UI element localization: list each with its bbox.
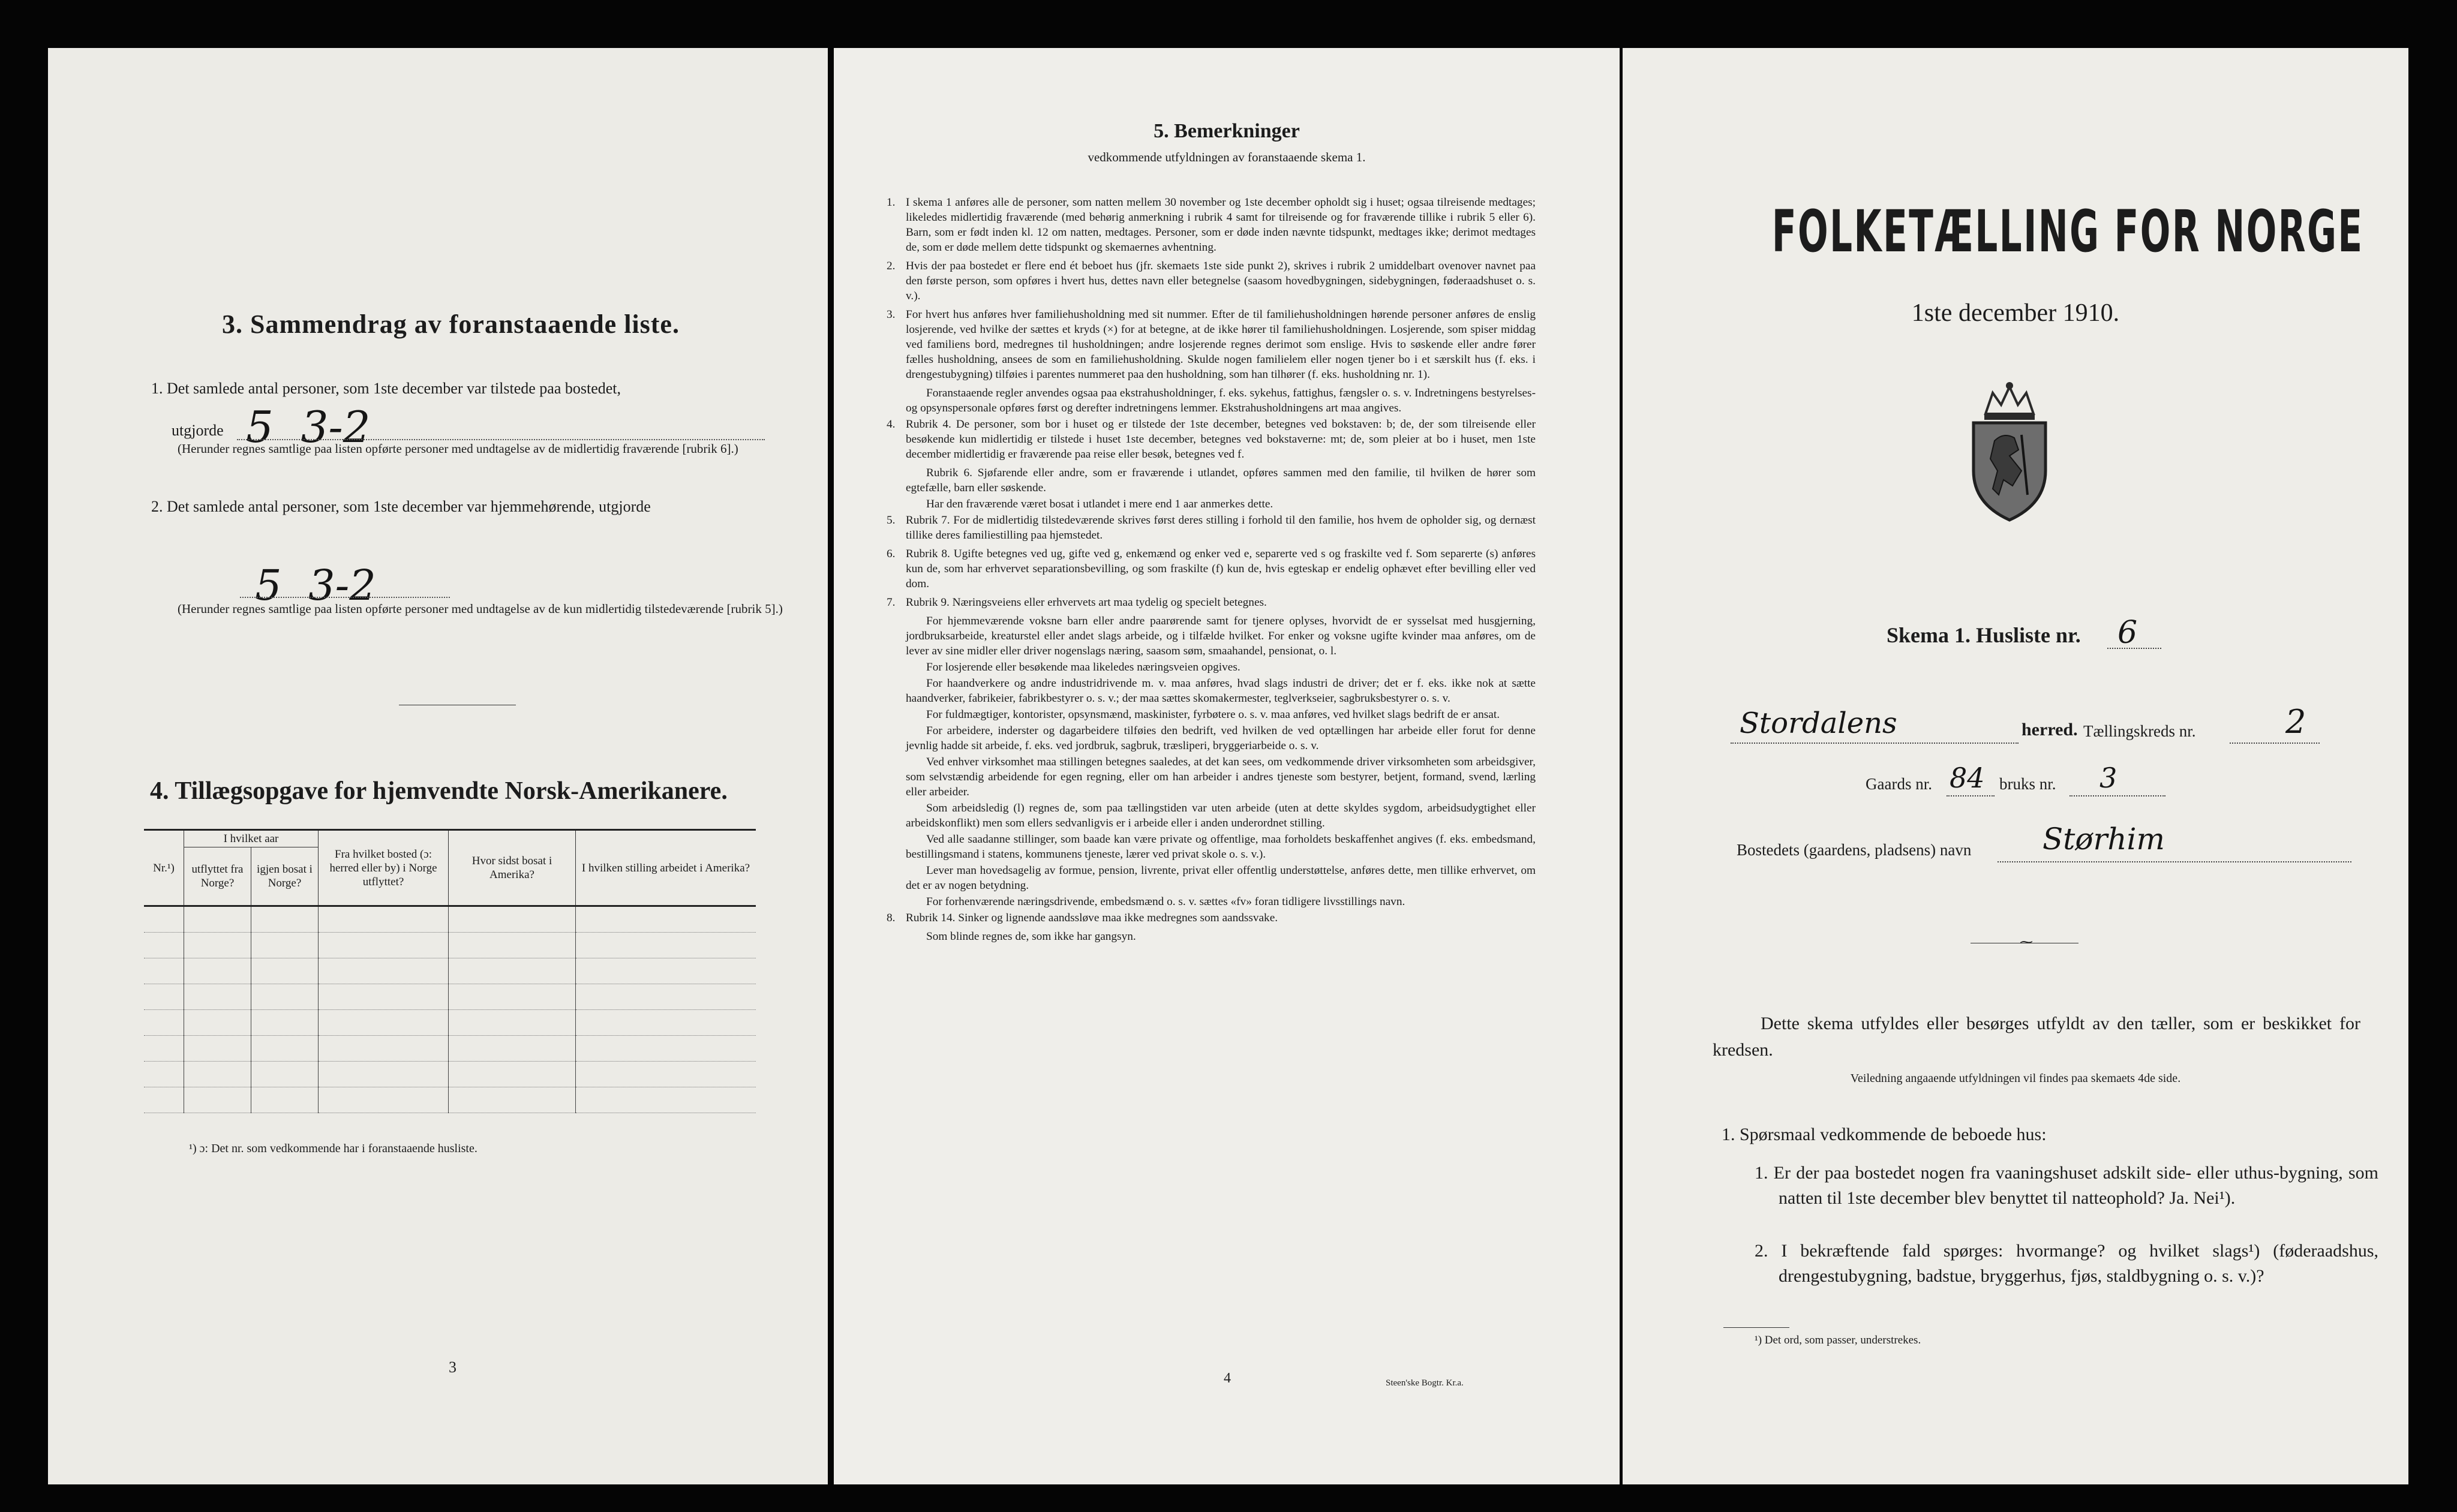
remark-item [906, 755, 1536, 799]
item1-fill-line [237, 439, 765, 440]
form-title: FOLKETÆLLING FOR NORGE [1771, 198, 2364, 265]
remark-number: 5. [887, 514, 896, 527]
bosted-label: Bostedets (gaardens, pladsens) navn [1737, 841, 1972, 859]
item2-text: 2. Det samlede antal personer, som 1ste december var hjemmehørende, utgjorde [151, 498, 651, 515]
remark-item [906, 497, 1536, 512]
section4-title: 4. Tillægsopgave for hjemvendte Norsk-Amerikanere. [150, 777, 728, 805]
col-returned: igjen bosat i Norge? [251, 847, 319, 906]
page-left [48, 48, 828, 1484]
question-1-2: 2. I bekræftende fald spørges: hvormange? og hvilket slags¹) (føderaadshus, drengestubygning, badstue, bryggerhus, fjøs, staldbygning o. s. v.)? [1755, 1241, 2378, 1286]
remark-text: Som blinde regnes de, som ikke har gangsyn. [926, 930, 1136, 943]
remark-text: Foranstaaende regler anvendes ogsaa paa ekstrahusholdninger, f. eks. sykehus, fattighus, fængsler o. s. v. Indretningens bestyrelses- og opsynspersonale opføres først og derefter indretningens lemmer. Ekstrahusholdningens art maa angives. [906, 387, 1536, 414]
table-row [144, 1087, 756, 1113]
remark-text: For hvert hus anføres hver familiehusholdning med sit nummer. Efter de til familiehusholdningen hørende personer anføres de enslig losjerende, ved hvilke der sættes et kryds (×) for at betegne, at de ikke hører til familiehusholdningen. Losjerende, som spiser middag ved familiens bord, medregnes til husholdningen; andre losjerende regnes derimot som enslige. Hvis to søskende eller andre fører fælles husholdning, ansees de som en familiehusholdning. Skulde nogen familielem eller nogen tjener bo i et særskilt hus (f. eks. i drengestubygning) tilføies i parentes nummeret paa den husholdning, som han tilhører (f. eks. husholdning nr. 1). [906, 308, 1536, 381]
remark-text: Har den fraværende været bosat i utlandet i mere end 1 aar anmerkes dette. [926, 498, 1273, 510]
col-occupation: I hvilken stilling arbeidet i Amerika? [576, 830, 756, 906]
remark-item [887, 195, 1536, 255]
item2-fill-line [240, 597, 450, 598]
norsk-amerikanere-table [144, 829, 756, 1113]
remark-item [906, 801, 1536, 831]
remark-item [887, 307, 1536, 382]
section3-title: 3. Sammendrag av foranstaaende liste. [222, 309, 680, 339]
item1-note: (Herunder regnes samtlige paa listen opførte personer med undtagelse av de midlertidig fraværende [rubrik 6].) [178, 441, 738, 456]
remark-item [906, 676, 1536, 706]
footnote-left: ¹) ɔ: Det nr. som vedkommende har i foranstaaende husliste. [189, 1142, 477, 1155]
question-1: 1. Spørsmaal vedkommende de beboede hus: [1722, 1125, 2047, 1144]
remark-item [887, 417, 1536, 462]
remark-number: 8. [887, 912, 896, 924]
kreds-handwritten: 2 [2285, 703, 2306, 741]
guidance-text: Veiledning angaaende utfyldningen vil findes paa skemaets 4de side. [1850, 1072, 2181, 1085]
bruks-handwritten: 3 [2099, 762, 2117, 794]
remark-item [906, 894, 1536, 909]
remark-number: 2. [887, 260, 896, 272]
remark-text: For hjemmeværende voksne barn eller andre paarørende samt for tjenere oplyses, hvorvidt de er sysselsat med husgjerning, jordbruksarbeide, kreaturstel eller andet slags arbeide, og i tilfælde hvilket. For enker og voksne ugifte kvinder maa anføres, om de lever av sine midler eller driver nogenslags næring, saasom søm, smaahandel, pensionat, o. l. [906, 615, 1536, 657]
remarks-subtitle: vedkommende utfyldningen av foranstaaende skema 1. [1088, 150, 1366, 164]
instruction-text: Dette skema utfyldes eller besørges utfyldt av den tæller, som er beskikket for kredsen. [1713, 1014, 2360, 1060]
remark-item [906, 660, 1536, 675]
remark-number: 3. [887, 308, 896, 321]
remark-text: Rubrik 14. Sinker og lignende aandssløve maa ikke medregnes som aandssvake. [906, 912, 1278, 924]
table-row [144, 906, 756, 933]
table-row [144, 933, 756, 958]
gaards-handwritten: 84 [1950, 762, 1985, 794]
table-row [144, 958, 756, 984]
remarks-title: 5. Bemerkninger [1154, 120, 1300, 142]
col-from-where: Fra hvilket bosted (ɔ: herred eller by) i Norge utflyttet? [319, 830, 449, 906]
printer-credit: Steen'ske Bogtr. Kr.a. [1386, 1378, 1464, 1388]
remark-text: For forhenværende næringsdrivende, embedsmænd o. s. v. sættes «fv» foran tidligere livsstillings navn. [926, 895, 1405, 908]
remark-number: 1. [887, 196, 896, 209]
item1-text: 1. Det samlede antal personer, som 1ste december var tilstede paa bostedet, [151, 380, 621, 397]
remark-text: Rubrik 8. Ugifte betegnes ved ug, gifte ved g, enkemænd og enker ved e, separerte ved s og fraskilte ved f. Som separerte (s) anføres kun de, som har erhvervet separationsbevilling, og som fraskilte (f) kun de, hvis egteskap er endelig ophævet efter bevilling eller ved dom. [906, 548, 1536, 590]
gaards-label: Gaards nr. [1866, 775, 1932, 793]
bruks-label: bruks nr. [1999, 775, 2056, 793]
question-1-1: 1. Er der paa bostedet nogen fra vaaningshuset adskilt side- eller uthus-bygning, som natten til 1ste december blev benyttet til natteophold? Ja. Nei¹). [1755, 1163, 2378, 1208]
remark-item [887, 910, 1536, 925]
remark-item [906, 863, 1536, 893]
remark-item [906, 832, 1536, 862]
table-row [144, 1062, 756, 1087]
herred-handwritten: Stordalens [1740, 707, 1897, 740]
remark-number: 7. [887, 596, 896, 609]
husliste-handwritten: 6 [2117, 615, 2138, 651]
remark-text: Rubrik 6. Sjøfarende eller andre, som er fraværende i utlandet, opføres sammen med den familie, til hvilken de hører som egtefælle, barn eller søskende. [906, 467, 1536, 494]
remark-item [887, 546, 1536, 591]
kreds-label: Tællingskreds nr. [2083, 722, 2196, 740]
remark-text: Lever man hovedsagelig av formue, pension, livrente, privat eller offentlig understøttelse, anføres dette, men tillike erhvervet, om det er av nogen betydning. [906, 864, 1536, 892]
form-date: 1ste december 1910. [1911, 299, 2120, 327]
remark-text: I skema 1 anføres alle de personer, som natten mellem 30 november og 1ste december opholdt sig i huset; ogsaa tilreisende medtages; likeledes midlertidig fraværende (med behørig anmerkning i rubrik 4 samt for tilreisende og for fraværende tillike i rubrik 5 eller 6). Barn, som er født inden kl. 12 om natten, medtages. Personer, som er døde inden nævnte tidspunkt, medtages ikke; derimot medtages de, som er døde mellem dette tidspunkt og skemaernes avhentning. [906, 196, 1536, 254]
remark-item [906, 929, 1536, 944]
footnote-right: ¹) Det ord, som passer, understrekes. [1755, 1334, 1921, 1346]
col-last-residence: Hvor sidst bosat i Amerika? [449, 830, 576, 906]
bruks-line [2069, 795, 2165, 796]
remark-item [906, 614, 1536, 659]
item2-note: (Herunder regnes samtlige paa listen opførte personer med undtagelse av de kun midlertidig tilstedeværende [rubrik 5].) [178, 602, 783, 616]
skema-label: Skema 1. Husliste nr. [1887, 623, 2081, 647]
remark-text: For losjerende eller besøkende maa likeledes næringsveien opgives. [926, 661, 1240, 674]
remark-text: Rubrik 7. For de midlertidig tilstedeværende skrives først deres stilling i forhold til den familie, hos hvem de opholder sig, og dernæst tillike deres familiestilling paa hjemstedet. [906, 514, 1536, 542]
col-nr: Nr.¹) [144, 830, 184, 906]
remark-item [887, 258, 1536, 303]
bosted-line [1998, 861, 2351, 862]
table-row [144, 984, 756, 1010]
table-row [144, 1010, 756, 1036]
remarks-list [887, 195, 1536, 945]
remark-text: Ved enhver virksomhet maa stillingen betegnes saaledes, at det kan sees, om vedkommende driver virksomheten som arbeidsgiver, som selvstændig arbeidende for egen regning, eller om han arbeider i andres tjeneste som bestyrer, betjent, formand, svend, lærling eller arbeider. [906, 756, 1536, 798]
coat-of-arms-icon [1962, 381, 2057, 525]
remark-text: Som arbeidsledig (l) regnes de, som paa tællingstiden var uten arbeide (uten at dette skyldes sygdom, arbeidsudygtighet eller arbeidskonflikt) men som ellers sedvanligvis er i arbeide eller i anden underordnet stilling. [906, 802, 1536, 829]
item1-utgjorde: utgjorde [172, 422, 224, 439]
remark-text: Rubrik 9. Næringsveiens eller erhvervets art maa tydelig og specielt betegnes. [906, 596, 1267, 609]
item1-handwritten: 5 3-2 [246, 402, 371, 452]
herred-line [1731, 743, 2019, 744]
remark-item [906, 465, 1536, 495]
remark-text: Hvis der paa bostedet er flere end ét beboet hus (jfr. skemaets 1ste side punkt 2), skrives i rubrik 2 umiddelbart ovenover navnet paa den første person, som opføres i hvert hus, dettes navn eller betegnelse (saasom hovedbygningen, sidebygningen, føderaadshuset o. s. v.). [906, 260, 1536, 302]
remark-item [906, 723, 1536, 753]
col-emigrated: utflyttet fra Norge? [184, 847, 251, 906]
page-middle [834, 48, 1620, 1484]
kreds-line [2230, 743, 2320, 744]
bosted-handwritten: Størhim [2043, 822, 2165, 856]
remark-text: For fuldmægtiger, kontorister, opsynsmænd, maskinister, fyrbøtere o. s. v. maa anføres, ved hvilket slags bedrift de er ansat. [926, 708, 1500, 721]
gaards-line [1947, 795, 1995, 796]
footnote-rule [1723, 1327, 1789, 1328]
ornament-center: ⁓ [2020, 934, 2033, 949]
remark-text: For haandverkere og andre industridrivende m. v. maa anføres, hvad slags industri de driver; det er f. eks. ikke nok at sætte haandverker, fabrikeier, fabrikbestyrer o. s. v.; der maa sættes skomakermester, teglverkseier, sagbruksbestyrer o. s. v. [906, 677, 1536, 705]
remark-number: 6. [887, 548, 896, 560]
page-number-left: 3 [449, 1358, 456, 1376]
remark-item [887, 595, 1536, 610]
remark-text: Rubrik 4. De personer, som bor i huset og er tilstede der 1ste december, betegnes ved bokstaven: b; de, der som tilreisende eller besøkende kun midlertidig er tilstede i huset 1ste december, betegnes ved bokstaverne: mt; de, som pleier at bo i huset, men 1ste december midlertidig er fraværende paa reise eller besøk, betegnes ved f. [906, 418, 1536, 461]
page-number-middle: 4 [1224, 1370, 1231, 1386]
table-row [144, 1036, 756, 1062]
page-right [1623, 48, 2408, 1484]
remark-text: For arbeidere, inderster og dagarbeidere tilføies den bedrift, ved hvilken de ved optællingen har arbeide eller forut for denne jevnlig hadde sit arbeide, f. eks. ved jordbruk, sagbruk, træsliperi, bryggeriarbeide o. s. v. [906, 725, 1536, 752]
remark-item [906, 386, 1536, 416]
item2-handwritten: 5 3-2 [255, 561, 376, 610]
remark-item [887, 513, 1536, 543]
herred-label: herred. [2022, 720, 2078, 740]
remark-text: Ved alle saadanne stillinger, som baade kan være private og offentlige, maa forholdets beskaffenhet angives (f. eks. embedsmand, bestillingsmand i statens, kommunens tjeneste, lærer ved privat skole o. s. v.). [906, 833, 1536, 861]
remark-item [906, 707, 1536, 722]
remark-number: 4. [887, 418, 896, 431]
col-group: I hvilket aar [184, 830, 319, 847]
